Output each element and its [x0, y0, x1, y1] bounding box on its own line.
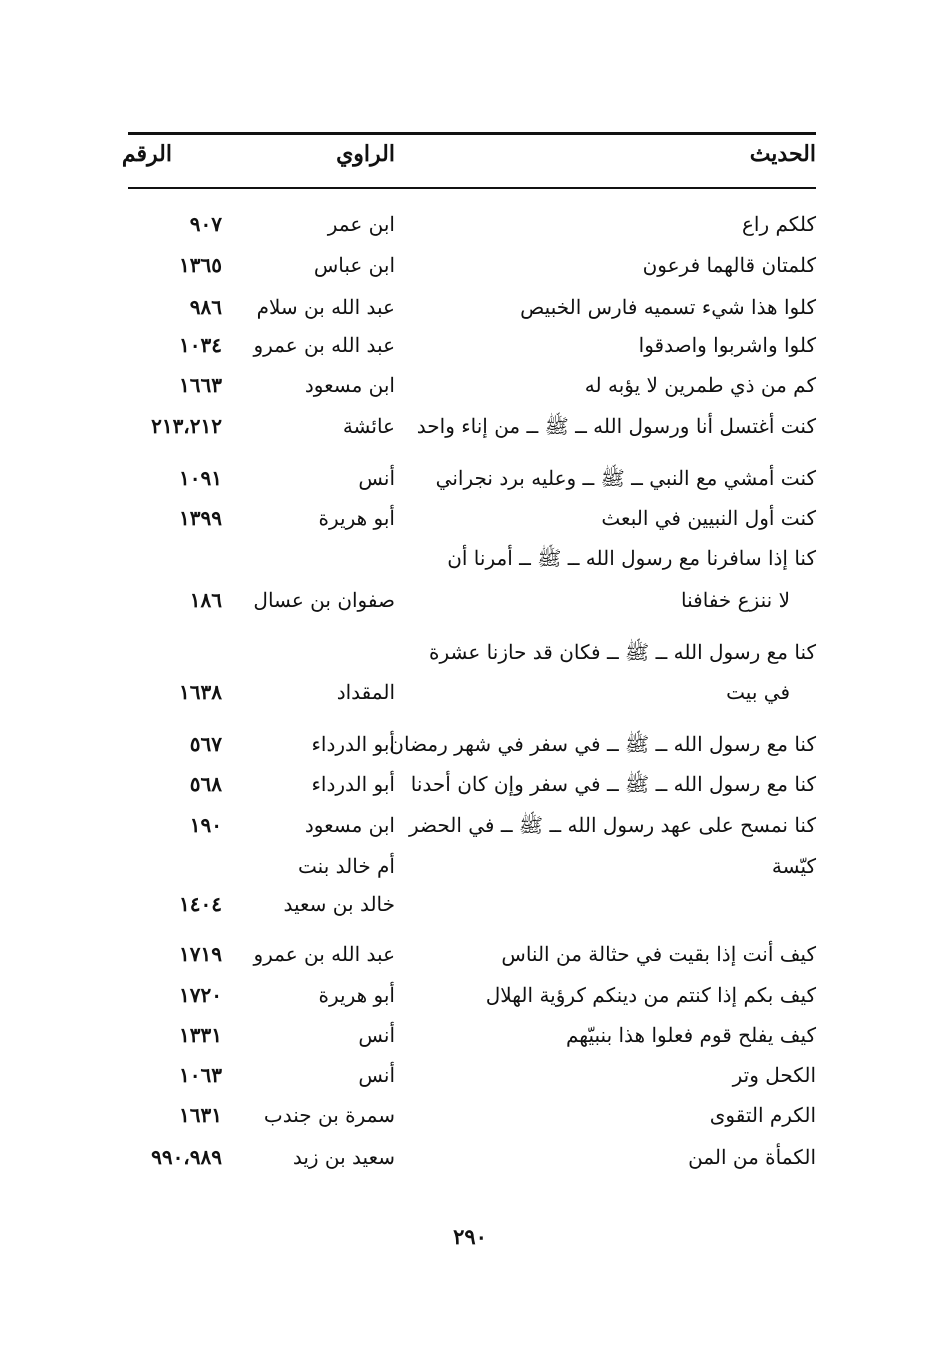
narrator-name: عبد الله بن عمرو [253, 333, 395, 357]
hadith-number: ١٣٦٥ [179, 253, 222, 277]
narrator-name: المقداد [336, 680, 395, 704]
hadith-text: الكحل وتر [732, 1063, 816, 1087]
hadith-number: ٥٦٧ [189, 732, 222, 756]
narrator-name: أبو هريرة [318, 506, 395, 530]
narrator-name: أنس [358, 1023, 395, 1047]
hadith-text: كنا إذا سافرنا مع رسول الله ــ ﷺ ــ أمرنا أن [447, 546, 816, 570]
hadith-number: ١٦٦٣ [179, 373, 222, 397]
column-header-number: الرقم [121, 141, 172, 167]
narrator-name: عائشة [342, 414, 395, 438]
narrator-name: سعيد بن زيد [292, 1145, 395, 1169]
narrator-name: ابن عباس [313, 253, 395, 277]
hadith-number: ٥٦٨ [189, 772, 222, 796]
narrator-name: عبد الله بن سلام [256, 295, 395, 319]
hadith-text: الكرم التقوى [709, 1103, 816, 1127]
hadith-number: ١٦٣٨ [179, 680, 222, 704]
hadith-text: كيف أنت إذا بقيت في حثالة من الناس [501, 942, 816, 966]
hadith-text: كلوا واشربوا واصدقوا [638, 333, 816, 357]
hadith-number: ٢١٣،٢١٢ [151, 414, 222, 438]
hadith-number: ٩٨٦ [189, 295, 222, 319]
hadith-text: كنا نمسح على عهد رسول الله ــ ﷺ ــ في الحضر [408, 813, 816, 837]
column-header-rawi: الراوي [336, 141, 395, 167]
hadith-text: كيف يفلح قوم فعلوا هذا بنبيّهم [565, 1023, 816, 1047]
narrator-name: صفوان بن عسال [253, 588, 395, 612]
hadith-text: كنا مع رسول الله ــ ﷺ ــ فكان قد حازنا عشرة [429, 640, 816, 664]
hadith-text: في بيت [726, 680, 790, 704]
narrator-name: أبو الدرداء [311, 772, 395, 796]
narrator-name: خالد بن سعيد [283, 892, 395, 916]
hadith-text: كنا مع رسول الله ــ ﷺ ــ في سفر في شهر رمضان [389, 732, 816, 756]
header-rule [128, 187, 816, 189]
hadith-number: ١٩٠ [189, 813, 222, 837]
narrator-name: ابن مسعود [304, 373, 395, 397]
hadith-number: ١٣٩٩ [179, 506, 222, 530]
hadith-text: كم من ذي طمرين لا يؤبه له [584, 373, 816, 397]
hadith-text: كيّسة [771, 854, 816, 878]
hadith-number: ٩٠٧ [189, 212, 222, 236]
hadith-text: كنت أول النبيين في البعث [601, 506, 816, 530]
hadith-number: ١٨٦ [189, 588, 222, 612]
narrator-name: سمرة بن جندب [263, 1103, 395, 1127]
hadith-text: لا ننزع خفافنا [681, 588, 790, 612]
narrator-name: ابن مسعود [304, 813, 395, 837]
hadith-number: ١٧١٩ [179, 942, 222, 966]
hadith-number: ١٠٦٣ [179, 1063, 222, 1087]
hadith-number: ١٠٩١ [179, 466, 222, 490]
hadith-text: كنت أغتسل أنا ورسول الله ــ ﷺ ــ من إناء واحد [416, 414, 816, 438]
narrator-name: ابن عمر [327, 212, 395, 236]
narrator-name: عبد الله بن عمرو [253, 942, 395, 966]
narrator-name: أنس [358, 1063, 395, 1087]
hadith-text: كيف بكم إذا كنتم من دينكم كرؤية الهلال [485, 983, 816, 1007]
column-header-hadith: الحديث [749, 141, 816, 167]
page-number: ٢٩٠ [453, 1224, 487, 1249]
hadith-text: كنا مع رسول الله ــ ﷺ ــ في سفر وإن كان أحدنا [410, 772, 816, 796]
narrator-name: أنس [358, 466, 395, 490]
hadith-number: ١٤٠٤ [179, 892, 222, 916]
hadith-number: ٩٩٠،٩٨٩ [151, 1145, 222, 1169]
hadith-text: كلكم راع [741, 212, 816, 236]
narrator-name: أبو هريرة [318, 983, 395, 1007]
hadith-number: ١٦٣١ [179, 1103, 222, 1127]
hadith-number: ١٧٢٠ [179, 983, 222, 1007]
top-rule [128, 132, 816, 135]
narrator-name: أبو الدرداء [311, 732, 395, 756]
hadith-text: كنت أمشي مع النبي ــ ﷺ ــ وعليه برد نجراني [435, 466, 816, 490]
hadith-number: ١٠٣٤ [179, 333, 222, 357]
narrator-name: أم خالد بنت [298, 854, 395, 878]
hadith-text: كلمتان قالهما فرعون [642, 253, 816, 277]
hadith-text: كلوا هذا شيء تسميه فارس الخبيص [520, 295, 816, 319]
hadith-text: الكمأة من المن [688, 1145, 816, 1169]
hadith-number: ١٣٣١ [179, 1023, 222, 1047]
